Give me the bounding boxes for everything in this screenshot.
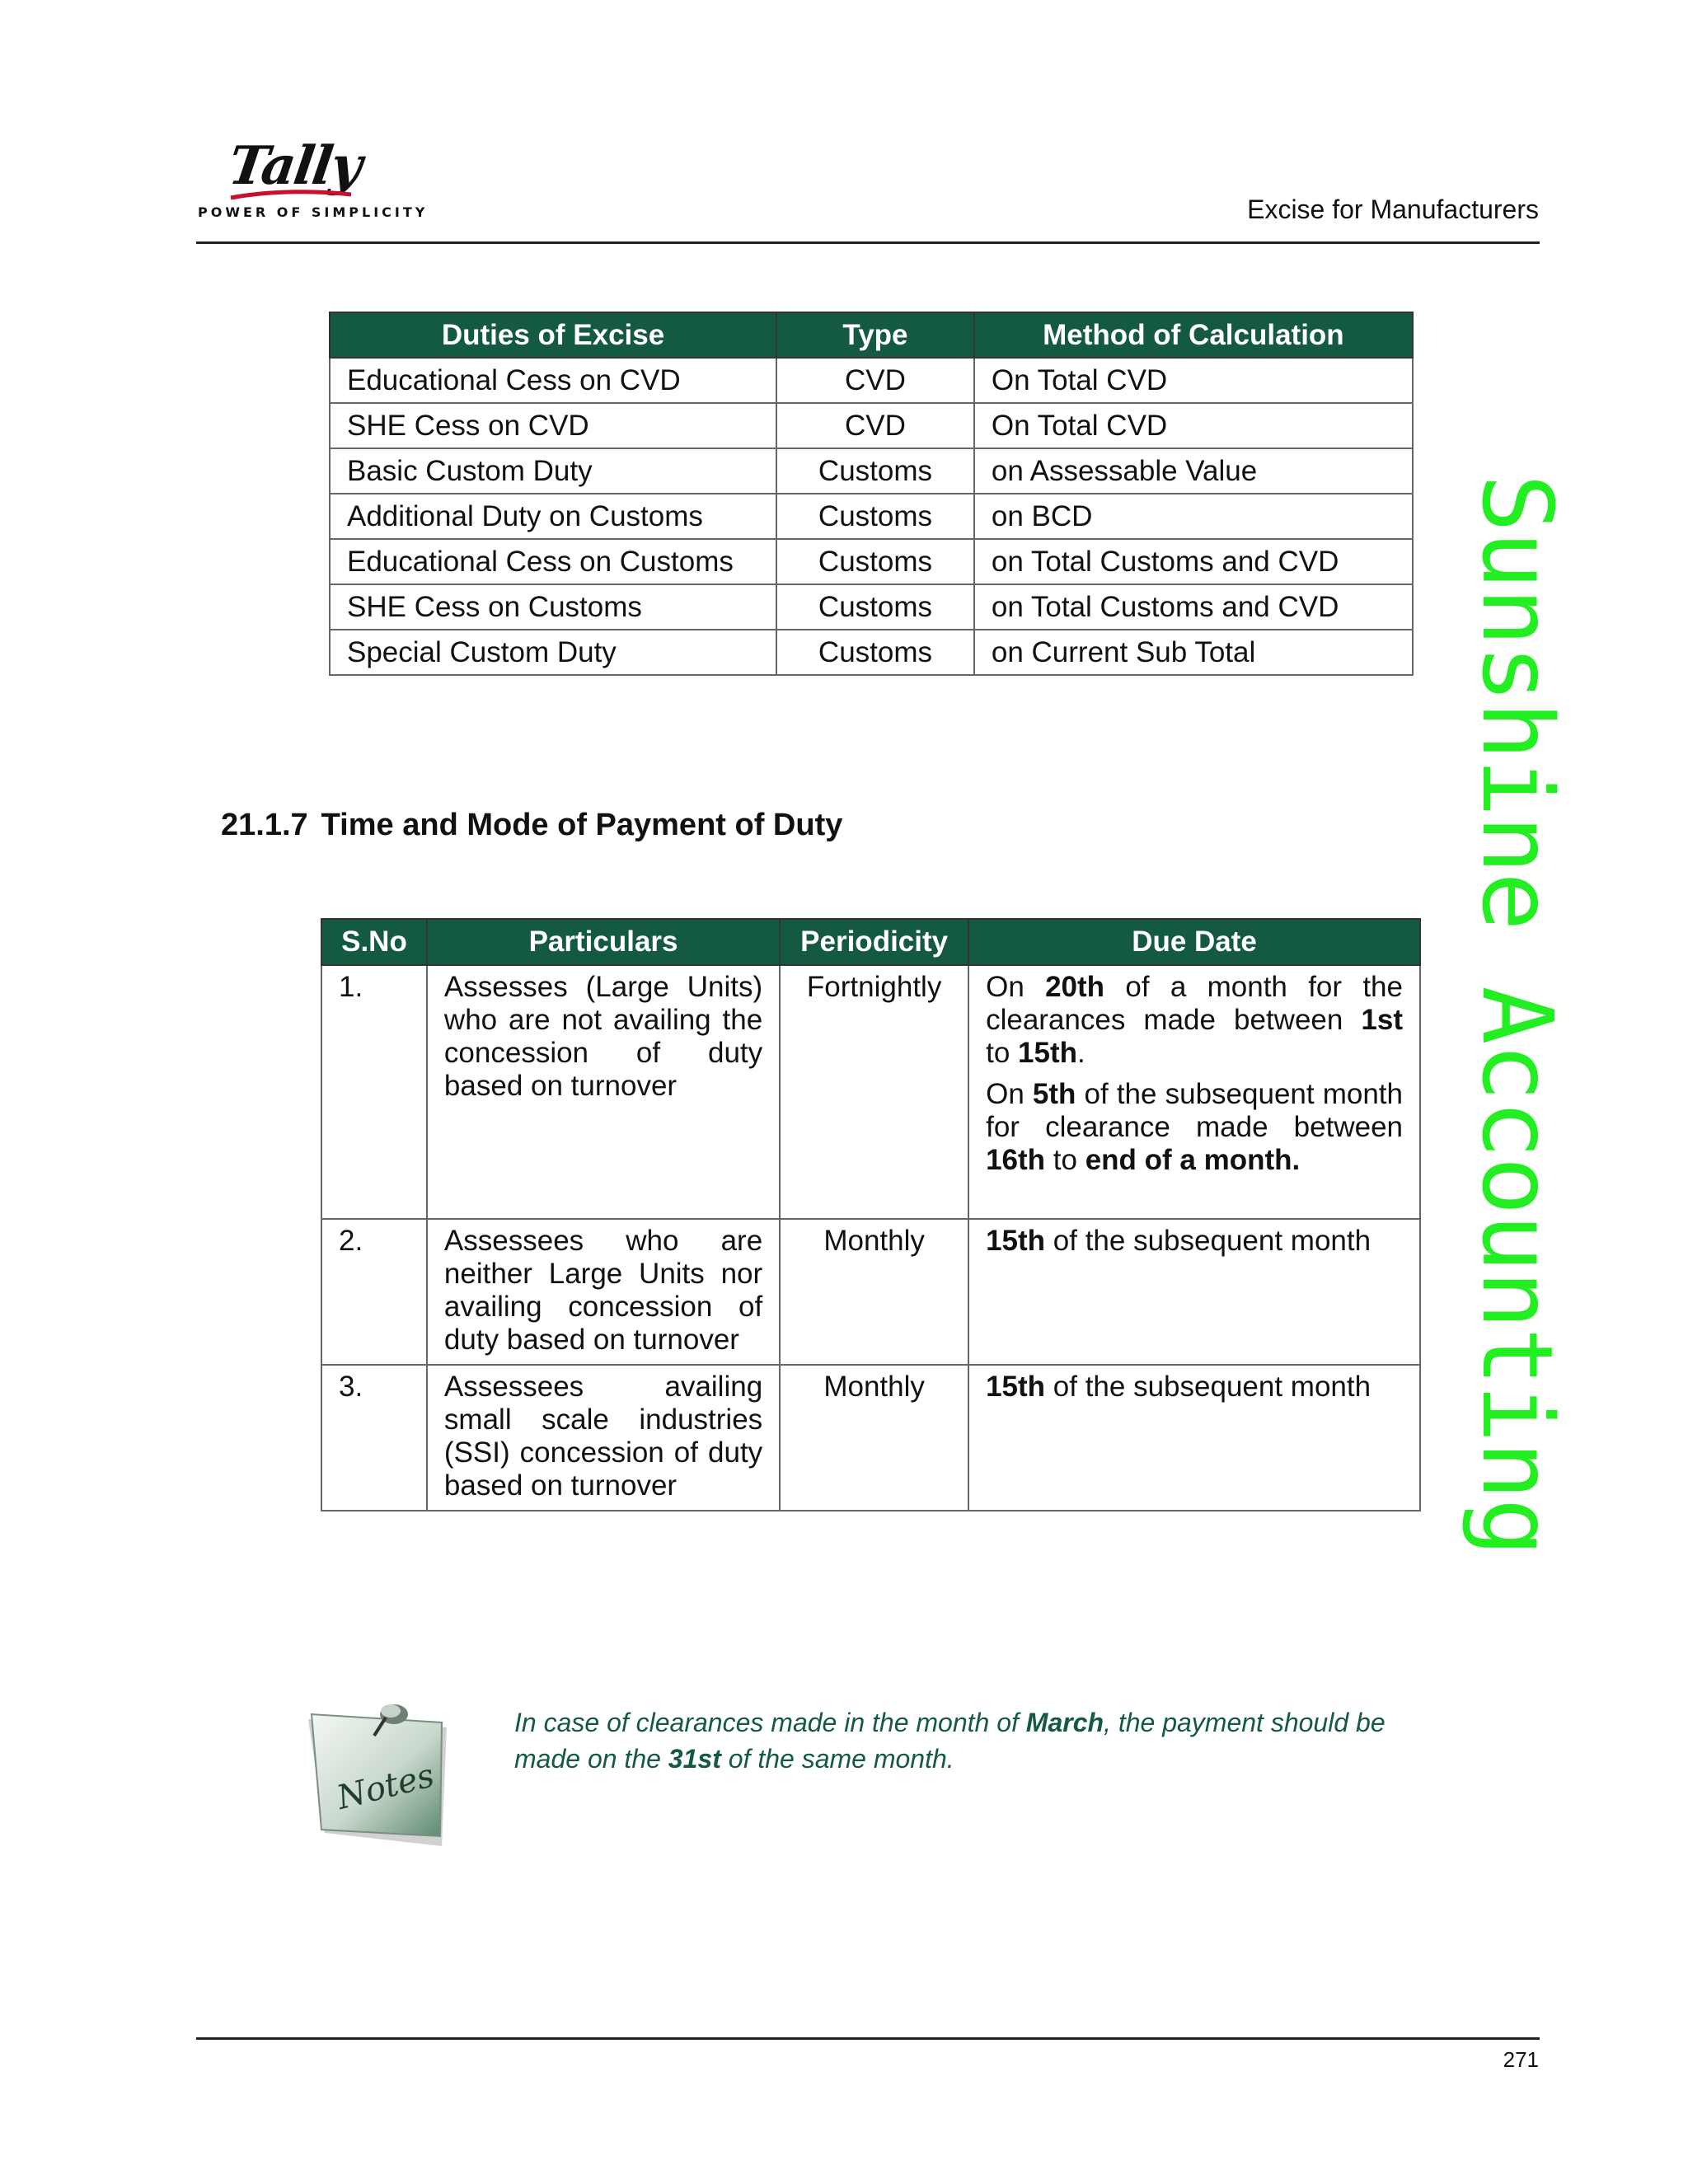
header-duties: Duties of Excise bbox=[330, 312, 776, 358]
tally-logo bbox=[196, 135, 429, 226]
notes-icon bbox=[303, 1690, 452, 1846]
section-heading bbox=[221, 808, 842, 843]
section-title: Time and Mode of Payment of Duty bbox=[321, 808, 843, 842]
header-rule bbox=[196, 241, 1540, 244]
table-row bbox=[330, 358, 1413, 403]
row-periodicity: Fortnightly bbox=[780, 965, 968, 1219]
duty-method: on BCD bbox=[974, 494, 1413, 539]
duty-name: Educational Cess on CVD bbox=[330, 358, 776, 403]
due-date-second-fortnight: On 5th of the subsequent month for clearance made between 16th to end of a month. bbox=[986, 1078, 1403, 1176]
duties-table-header bbox=[330, 312, 1413, 358]
duty-name: Additional Duty on Customs bbox=[330, 494, 776, 539]
duty-type: Customs bbox=[776, 539, 974, 584]
duty-type: CVD bbox=[776, 358, 974, 403]
duty-type: Customs bbox=[776, 584, 974, 630]
header-method: Method of Calculation bbox=[974, 312, 1413, 358]
table-row bbox=[330, 630, 1413, 675]
logo-tagline: POWER OF SIMPLICITY bbox=[198, 204, 429, 220]
payment-table-header bbox=[321, 919, 1420, 965]
duty-method: on Total Customs and CVD bbox=[974, 539, 1413, 584]
row-sno: 3. bbox=[321, 1365, 427, 1511]
row-due-date: 15th of the subsequent month bbox=[968, 1365, 1420, 1511]
row-due-date bbox=[968, 965, 1420, 1219]
header-periodicity: Periodicity bbox=[780, 919, 968, 965]
section-number: 21.1.7 bbox=[221, 808, 308, 842]
page-number: 271 bbox=[1503, 2047, 1539, 2072]
duties-table bbox=[329, 312, 1414, 676]
row-particulars: Assesses (Large Units) who are not availing the concession of duty based on turnover bbox=[427, 965, 780, 1219]
header-particulars: Particulars bbox=[427, 919, 780, 965]
row-sno: 2. bbox=[321, 1219, 427, 1365]
duty-type: Customs bbox=[776, 448, 974, 494]
duty-method: on Total Customs and CVD bbox=[974, 584, 1413, 630]
row-periodicity: Monthly bbox=[780, 1219, 968, 1365]
duty-type: Customs bbox=[776, 630, 974, 675]
footer-rule bbox=[196, 2037, 1540, 2040]
duty-type: Customs bbox=[776, 494, 974, 539]
table-row bbox=[321, 1365, 1420, 1511]
chapter-title: Excise for Manufacturers bbox=[1247, 194, 1539, 224]
duty-method: on Assessable Value bbox=[974, 448, 1413, 494]
header-type: Type bbox=[776, 312, 974, 358]
duty-method: On Total CVD bbox=[974, 358, 1413, 403]
row-periodicity: Monthly bbox=[780, 1365, 968, 1511]
table-row bbox=[321, 1219, 1420, 1365]
header-sno: S.No bbox=[321, 919, 427, 965]
table-row bbox=[330, 539, 1413, 584]
logo-wordmark: Tally bbox=[224, 135, 365, 197]
duty-name: SHE Cess on Customs bbox=[330, 584, 776, 630]
duty-type: CVD bbox=[776, 403, 974, 448]
due-date-first-fortnight: On 20th of a month for the clearances made between 1st to 15th. bbox=[986, 971, 1403, 1069]
payment-table bbox=[321, 918, 1421, 1511]
table-row bbox=[321, 965, 1420, 1219]
duty-method: On Total CVD bbox=[974, 403, 1413, 448]
row-particulars: Assessees availing small scale industries (SSI) concession of duty based on turnover bbox=[427, 1365, 780, 1511]
duty-method: on Current Sub Total bbox=[974, 630, 1413, 675]
duty-name: SHE Cess on CVD bbox=[330, 403, 776, 448]
row-due-date: 15th of the subsequent month bbox=[968, 1219, 1420, 1365]
row-sno: 1. bbox=[321, 965, 427, 1219]
table-row bbox=[330, 403, 1413, 448]
logo-swoosh-icon bbox=[229, 186, 353, 203]
table-row bbox=[330, 448, 1413, 494]
duty-name: Basic Custom Duty bbox=[330, 448, 776, 494]
header-due-date: Due Date bbox=[968, 919, 1420, 965]
duty-name: Special Custom Duty bbox=[330, 630, 776, 675]
watermark: Sunshine Accounting bbox=[1461, 474, 1574, 1555]
row-particulars: Assessees who are neither Large Units nor availing concession of duty based on turnover bbox=[427, 1219, 780, 1365]
note-text: In case of clearances made in the month of March, the payment should be made on the 31st of the same month. bbox=[514, 1708, 1386, 1774]
duty-name: Educational Cess on Customs bbox=[330, 539, 776, 584]
table-row bbox=[330, 494, 1413, 539]
svg-text:Notes: Notes bbox=[333, 1756, 438, 1817]
table-row bbox=[330, 584, 1413, 630]
